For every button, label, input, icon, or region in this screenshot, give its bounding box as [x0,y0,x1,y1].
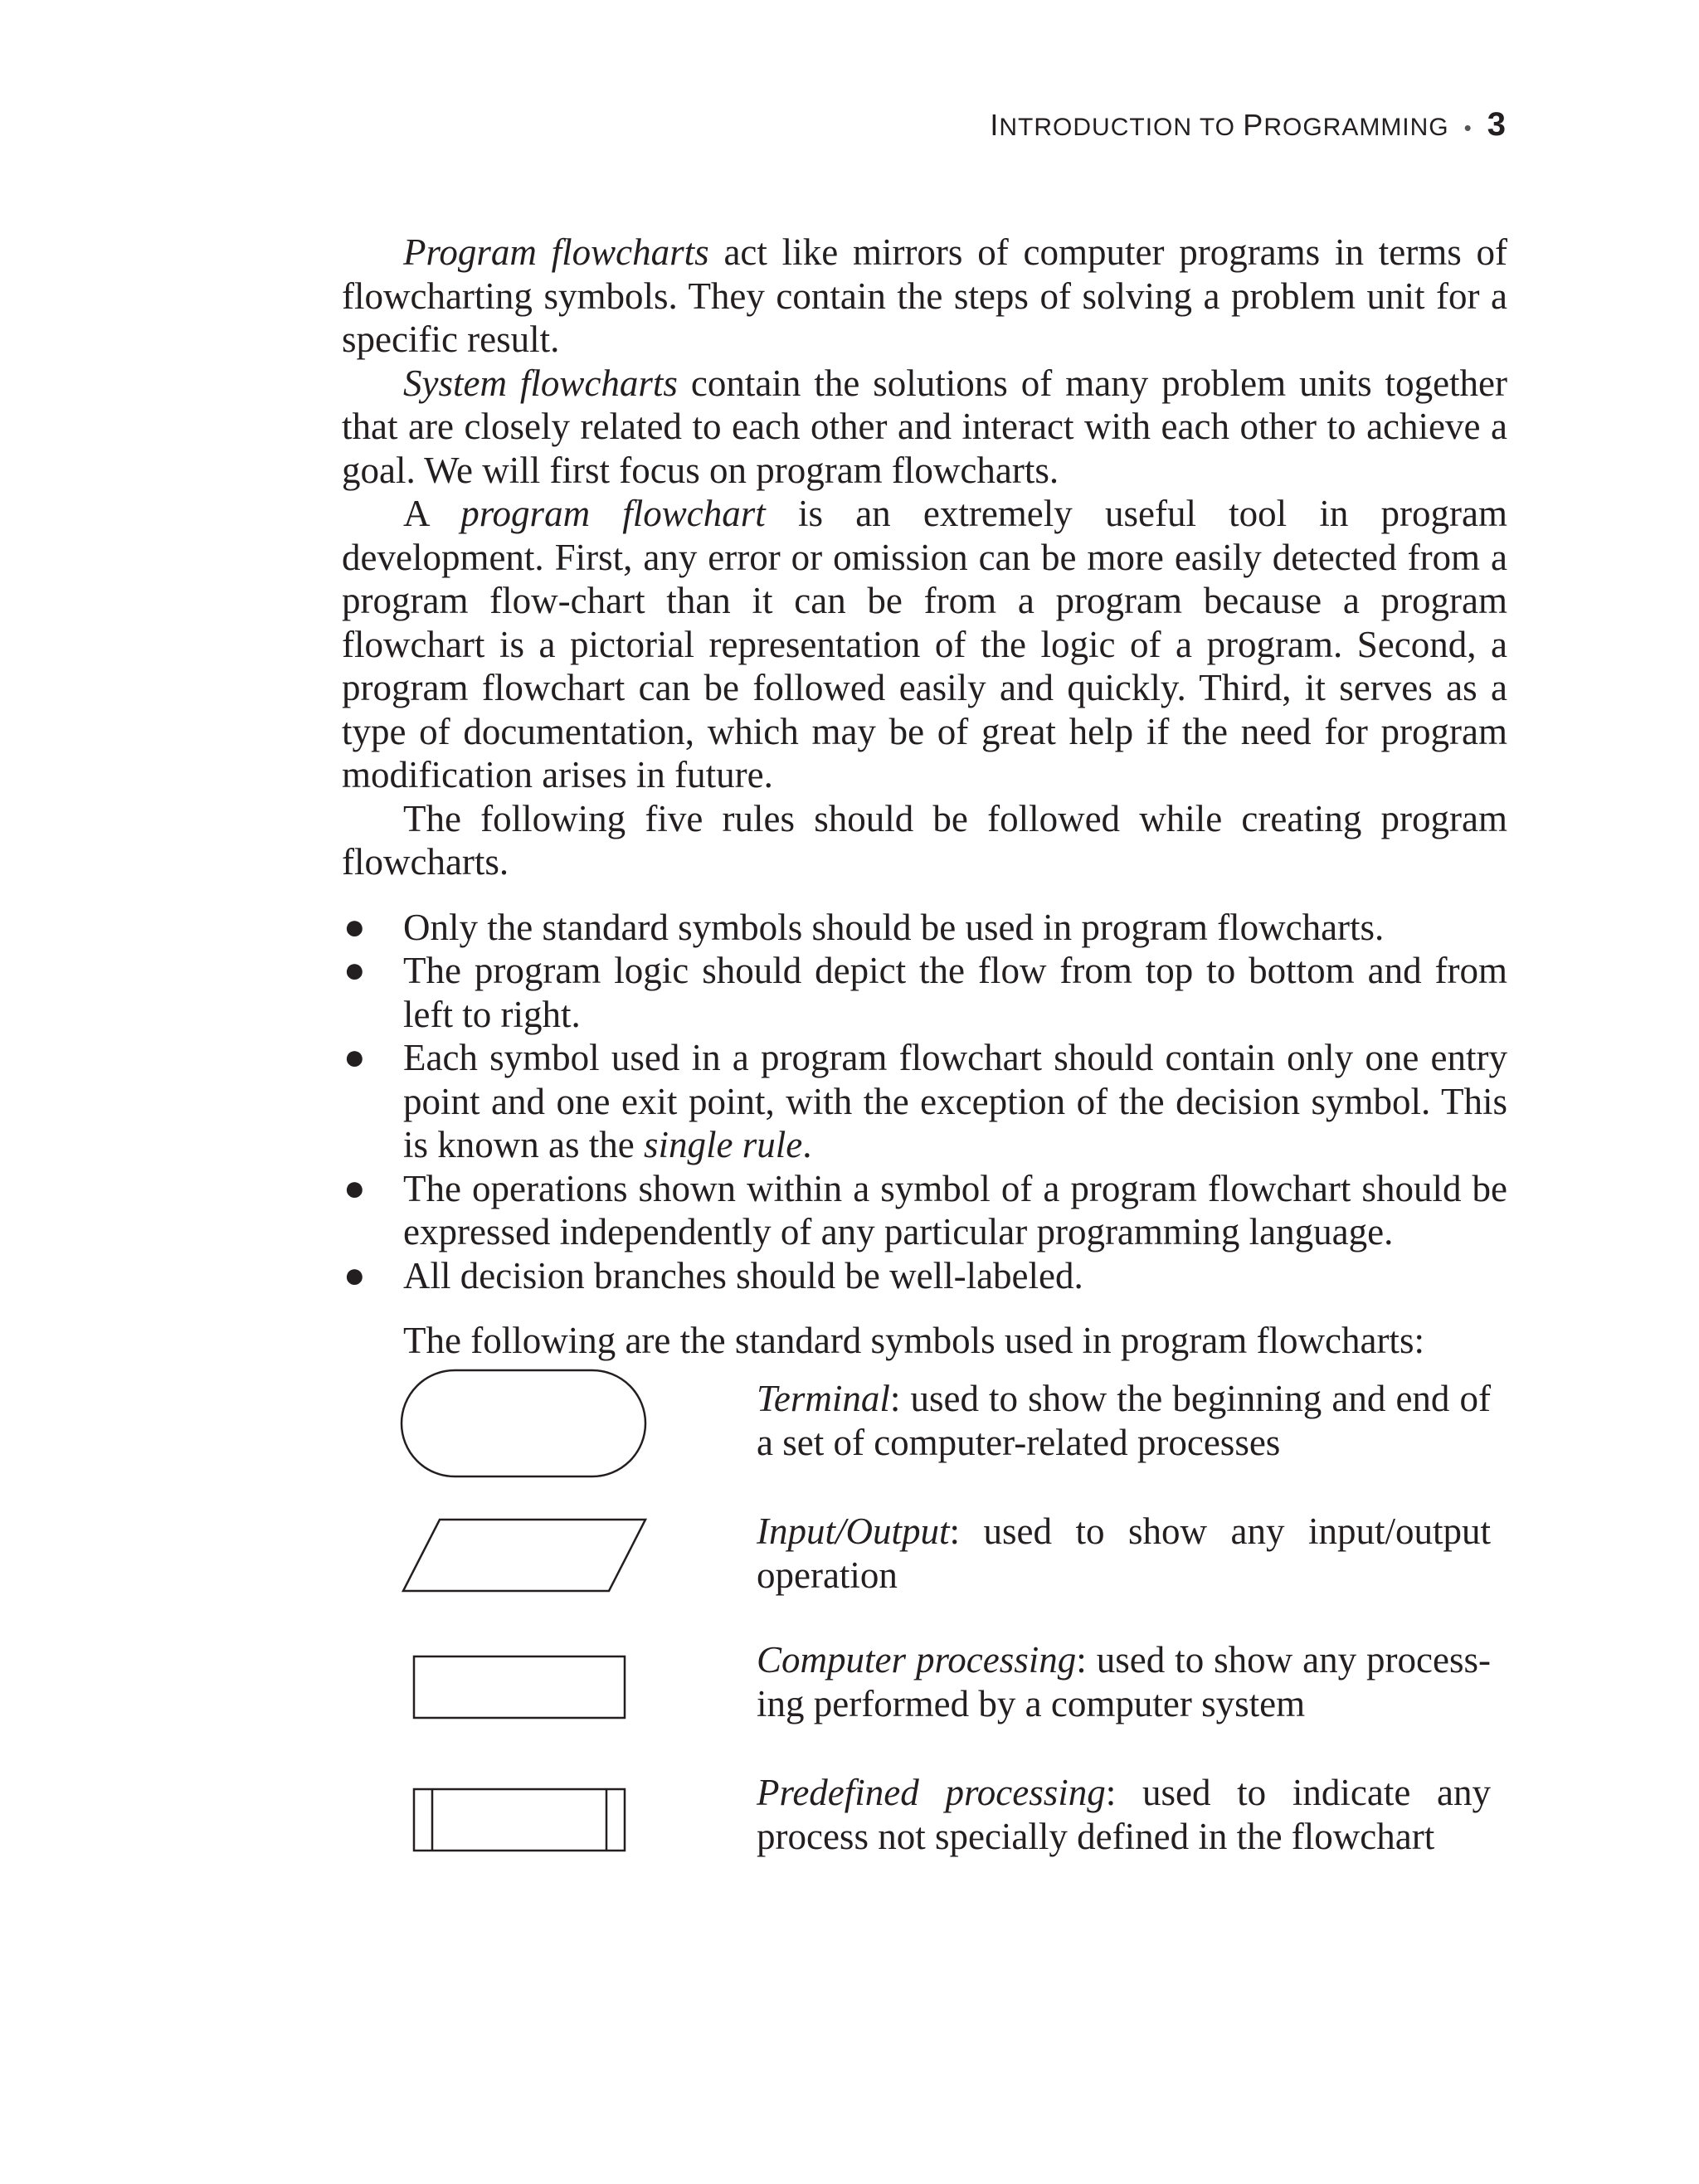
bullet-icon: ● [343,1037,366,1077]
predefined-process-symbol-icon [412,1788,628,1854]
list-item: ● The program logic should depict the flow from top to bottom and from left to right. [343,950,1507,1035]
list-item: ● Only the standard symbols should be used in program flowcharts. [343,906,1385,948]
symbol-description-terminal: Terminal: used to show the beginning and end of a set of computer-related processes [757,1378,1491,1463]
paragraph-program-flowcharts: Program flowcharts act like mirrors of computer programs in terms of flowcharting symbols. They contain the steps of solving a problem unit for a specific result. [342,231,1508,360]
running-head [990,106,1507,143]
body-text [342,231,1507,1363]
list-item: ● The operations shown within a symbol of a program flowchart should be expressed independently of any particular programming language. [343,1167,1507,1253]
bullet-separator-icon: • [1463,115,1473,140]
paragraph-program-flowchart-usefulness: A program flowchart is an extremely useful tool in program development. First, any error or omission can be more easily detected from a program flow-chart than it can be from a program because a program flowchart is a pictorial representation of the logic of a program. Second, a program flowchart can be followed easily and quickly. Third, it serves as a type of documentation, which may be of great help if the need for program modification arises in future. [342,493,1508,795]
terminal-symbol-icon [400,1369,649,1480]
symbol-description-predefined-processing: Predefined processing: used to indicate any process not specially defined in the flowchart [757,1772,1491,1857]
bullet-icon: ● [343,1167,366,1209]
symbol-description-computer-processing: Computer processing: used to show any process-ing performed by a computer system [757,1639,1491,1724]
symbol-description-input-output: Input/Output: used to show any input/output operation [757,1510,1491,1596]
process-symbol-icon [412,1655,628,1721]
bullet-icon: ● [343,1254,366,1296]
symbols-lead-sentence: The following are the standard symbols used in program flowcharts: [403,1320,1424,1361]
bullet-icon: ● [343,950,366,990]
list-item: ● All decision branches should be well-labeled. [343,1254,1083,1296]
running-head-title: INTRODUCTION TO PROGRAMMING [990,108,1449,142]
list-item: ● Each symbol used in a program flowchart should contain only one entry point and one exit point, with the exception of the decision symbol. This is known as the single rule. [343,1037,1507,1165]
paragraph-system-flowcharts: System flowcharts contain the solutions of many problem units together that are closely related to each other and interact with each other to achieve a goal. We will first focus on program flowcharts. [342,362,1507,491]
bullet-icon: ● [343,906,366,947]
page-number: 3 [1487,106,1507,143]
input-output-symbol-icon [400,1518,649,1593]
rules-list [342,906,1507,1298]
paragraph-five-rules: The following five rules should be followed while creating program flowcharts. [342,797,1507,883]
